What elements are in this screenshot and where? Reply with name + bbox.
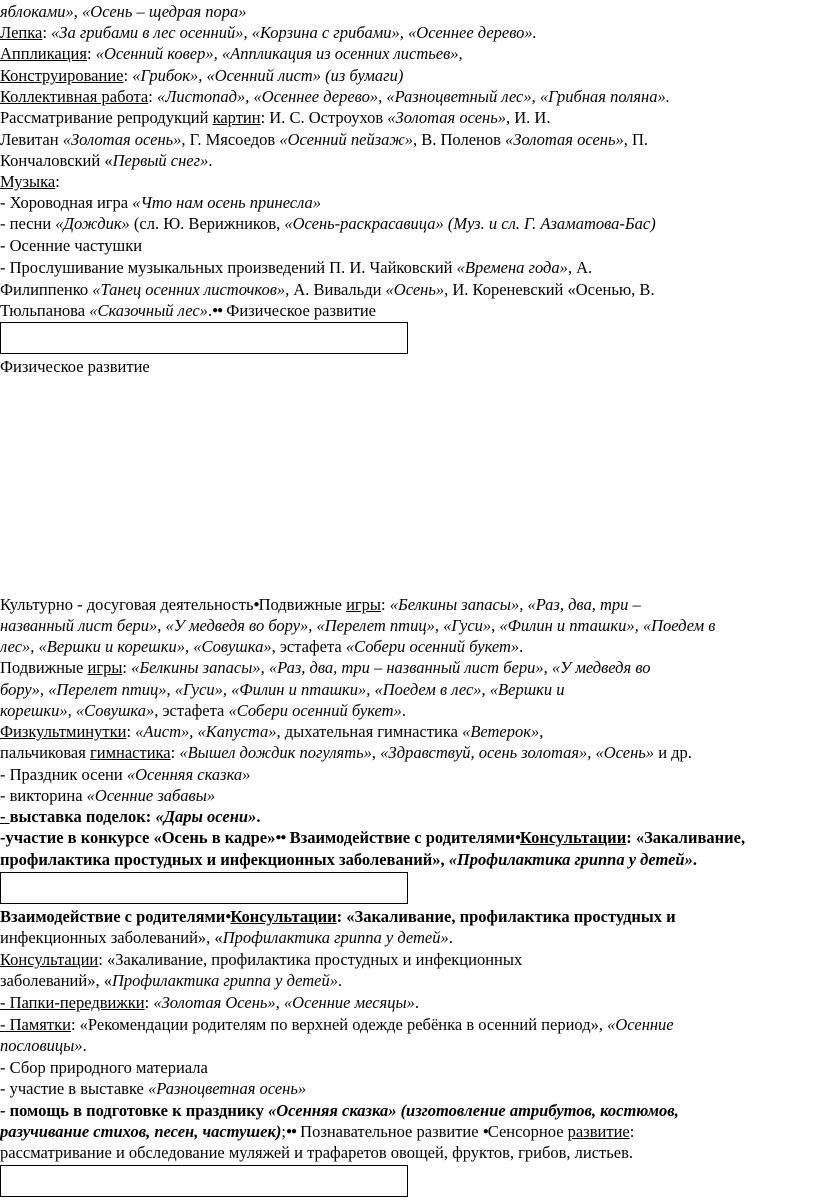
text: «Профилактика гриппа у детей» <box>448 850 693 869</box>
text: «Белкины запасы», «Раз, два, три – <box>389 595 641 614</box>
text: «Танец осенних листочков» <box>92 280 286 299</box>
text-line <box>0 280 655 300</box>
text: - помощь в подготовке к празднику <box>0 1101 268 1120</box>
text-line <box>0 950 522 970</box>
text: «Золотая осень» <box>505 130 624 149</box>
text: «Золотая осень» <box>387 108 506 127</box>
text: заболеваний», « <box>0 971 112 990</box>
text: . <box>256 807 261 826</box>
text: - Сбор природного материала <box>0 1058 208 1077</box>
bullet-icon: ● <box>514 832 520 843</box>
text: : <box>144 993 154 1012</box>
text: Подвижные <box>258 595 347 614</box>
text-line <box>0 701 406 721</box>
text: игры <box>346 595 381 614</box>
text: «Белкины запасы», «Раз, два, три – названный лист бери», «У медведя во <box>131 658 651 677</box>
text-line <box>0 722 543 742</box>
text: , эстафета <box>154 701 229 720</box>
empty-frame <box>0 872 408 904</box>
text: - викторина <box>0 786 87 805</box>
section-label: Лепка <box>0 23 43 42</box>
text: «Осенняя сказка» <box>126 765 251 784</box>
text: бору», «Перелет птиц», «Гуси», «Филин и пташки», «Поедем в лес», «Вершки и <box>0 680 565 699</box>
text-line <box>0 850 697 870</box>
text-line <box>0 1036 87 1056</box>
text: : «Закаливание, профилактика простудных и <box>336 907 676 926</box>
text: : «Закаливание, профилактика простудных и инфекционных <box>98 950 523 969</box>
text-line <box>0 595 641 615</box>
empty-frame <box>0 1165 408 1197</box>
text-line <box>0 907 676 927</box>
text-line <box>0 637 523 657</box>
text-line <box>0 87 670 107</box>
text: Профилактика гриппа у детей» <box>111 971 338 990</box>
text: - Памятки <box>0 1015 71 1034</box>
text-line <box>0 680 565 700</box>
text: , <box>539 722 544 741</box>
text: - Папки-передвижки <box>0 993 145 1012</box>
text: : <box>86 44 96 63</box>
text: Левитан <box>0 130 63 149</box>
text: Физкультминутки <box>0 722 127 741</box>
text: , А. Вивальди <box>285 280 386 299</box>
text: : И. С. Остроухов <box>260 108 388 127</box>
text: Консультации <box>230 907 337 926</box>
text: : «Рекомендации родителям по верхней одежде ребёнка в осенний период», <box>70 1015 608 1034</box>
text: , В. Поленов <box>413 130 506 149</box>
text: Тюльпанова <box>0 301 90 320</box>
section-label: Музыка <box>0 172 56 191</box>
text: «Грибок», «Осенний лист» (из бумаги) <box>132 66 404 85</box>
text: «Осенние забавы» <box>86 786 216 805</box>
text-line <box>0 1079 306 1099</box>
text: . <box>82 1036 87 1055</box>
text: «Собери осенний букет» <box>228 701 402 720</box>
text: . <box>448 928 453 947</box>
text: : <box>55 172 60 191</box>
text: инфекционных заболеваний», « <box>0 928 223 947</box>
text: : «Закаливание, <box>626 828 746 847</box>
text: - Праздник осени <box>0 765 127 784</box>
text-line <box>0 971 342 991</box>
text: - <box>0 807 10 826</box>
text-line <box>0 807 260 827</box>
text: «Осень-раскрасавица» (Муз. и сл. Г. Азаматова-Бас) <box>284 214 656 233</box>
text-line <box>0 108 550 128</box>
text: : <box>629 1122 635 1141</box>
text: «За грибами в лес осенний», «Корзина с грибами», «Осеннее дерево». <box>51 23 537 42</box>
empty-frame <box>0 322 408 354</box>
text-line <box>0 658 651 678</box>
text: «Осень» <box>385 280 445 299</box>
text: : <box>148 87 157 106</box>
text-line <box>0 151 212 171</box>
text: - участие в выставке <box>0 1079 149 1098</box>
text: Сенсорное <box>487 1122 568 1141</box>
text: - Осенние частушки <box>0 236 143 255</box>
text: «Времена года» <box>456 258 568 277</box>
text-line <box>0 258 592 278</box>
text: Подвижные <box>0 658 88 677</box>
text: выставка поделок: <box>9 807 156 826</box>
text-line <box>0 616 715 636</box>
text: «Дождик» <box>55 214 130 233</box>
text: - Хороводная игра <box>0 193 133 212</box>
bullet-icon: ● <box>482 1126 488 1137</box>
text: : <box>126 722 136 741</box>
text: Культурно - досуговая деятельность <box>0 595 254 614</box>
text-line <box>0 1015 674 1035</box>
text: : <box>122 658 132 677</box>
text: яблоками», «Осень – щедрая пора» <box>0 2 247 21</box>
text: Физическое развитие <box>222 301 377 320</box>
text: . <box>414 993 420 1012</box>
text: «Осенний пейзаж» <box>279 130 414 149</box>
text: «Дары осени» <box>155 807 257 826</box>
text-line <box>0 786 215 806</box>
text: пословицы» <box>0 1036 83 1055</box>
text: «Золотая Осень» <box>153 993 276 1012</box>
section-heading: Физическое развитие <box>0 357 150 376</box>
text-line <box>0 2 247 22</box>
text-line <box>0 301 376 321</box>
text: Рассматривание репродукций <box>0 108 213 127</box>
text-line <box>0 1143 633 1163</box>
text: - Прослушивание музыкальных произведений П. И. Чайковский <box>0 258 457 277</box>
text: «Золотая осень» <box>62 130 182 149</box>
text-line <box>0 765 250 785</box>
text: . <box>338 971 343 990</box>
text: картин <box>212 108 261 127</box>
bullet-icon: ●● <box>212 305 223 316</box>
text-line <box>0 743 692 763</box>
text: профилактика простудных и инфекционных заболеваний», <box>0 850 449 869</box>
text: , И. Кореневский «Осенью, В. <box>444 280 655 299</box>
text: . <box>208 151 213 170</box>
text: игры <box>87 658 123 677</box>
text-line <box>0 993 419 1013</box>
text-line <box>0 66 403 86</box>
text: «Осенний ковер», «Аппликация из осенних листьев», <box>95 44 463 63</box>
text: -участие в конкурсе «Осень в кадре» <box>0 828 276 847</box>
text: развитие <box>567 1122 630 1141</box>
text-line <box>0 236 142 256</box>
text: Кончаловский « <box>0 151 113 170</box>
text: : <box>123 66 133 85</box>
text: , Г. Мясоедов <box>181 130 280 149</box>
text-line <box>0 1101 679 1121</box>
text: «Осенние <box>607 1015 674 1034</box>
text: «Что нам осень принесла» <box>132 193 322 212</box>
text: «Осенняя сказка» (изготовление атрибутов, костюмов, <box>267 1101 679 1120</box>
section-label: Аппликация <box>0 44 87 63</box>
text: , эстафета <box>271 637 346 656</box>
text-line <box>0 193 321 213</box>
text: Первый снег» <box>112 151 209 170</box>
bullet-icon: ●● <box>285 1126 297 1137</box>
text: , дыхательная гимнастика <box>276 722 463 741</box>
text: Взаимодействие с родителями <box>0 907 226 926</box>
text: Филиппенко <box>0 280 93 299</box>
text: «Сказочный лес» <box>89 301 208 320</box>
text: ; <box>281 1122 286 1141</box>
text-line <box>0 23 537 43</box>
text-line <box>0 1122 634 1142</box>
text: (сл. Ю. Верижников, <box>129 214 285 233</box>
text: гимнастика <box>89 743 171 762</box>
text: «Собери осенний букет» <box>345 637 520 656</box>
text: «Ветерок» <box>462 722 540 741</box>
bullet-icon: ● <box>253 599 259 610</box>
text: разучивание стихов, песен, частушек) <box>0 1122 282 1141</box>
text-line <box>0 828 745 848</box>
text: «Разноцветная осень» <box>148 1079 307 1098</box>
text: Консультации <box>519 828 627 847</box>
text: . <box>401 701 406 720</box>
bullet-icon: ●● <box>275 832 286 843</box>
text: лес», «Вершки и корешки», «Совушка» <box>0 637 272 656</box>
text: названный лист бери», «У медведя во бору», «Перелет птиц», «Гуси», «Филин и пташки», «Поедем в <box>0 616 716 635</box>
section-label: Конструирование <box>0 66 124 85</box>
text: , А. <box>567 258 593 277</box>
section-label: Коллективная работа <box>0 87 149 106</box>
text: Познавательное развитие <box>296 1122 483 1141</box>
text: : <box>42 23 52 42</box>
text: «Аист», «Капуста» <box>135 722 277 741</box>
text: пальчиковая <box>0 743 90 762</box>
text: , <box>275 993 284 1012</box>
text: «Вышел дождик погулять», «Здравствуй, осень золотая», «Осень» <box>179 743 655 762</box>
text: - песни <box>0 214 56 233</box>
text: . <box>692 850 697 869</box>
text: Профилактика гриппа у детей» <box>222 928 449 947</box>
text-line <box>0 357 150 377</box>
text: рассматривание и обследование муляжей и трафаретов овощей, фруктов, грибов, листьев. <box>0 1143 634 1162</box>
text-line <box>0 172 60 192</box>
text: , П. <box>623 130 649 149</box>
text: . <box>207 301 213 320</box>
text: и др. <box>654 743 692 762</box>
text-line <box>0 130 648 150</box>
text: «Листопад», «Осеннее дерево», «Разноцветный лес», «Грибная поляна». <box>156 87 670 106</box>
text: «Осенние месяцы» <box>283 993 415 1012</box>
text-line <box>0 928 453 948</box>
text: . <box>519 637 524 656</box>
text: Взаимодействие с родителями <box>285 828 515 847</box>
text: Консультации <box>0 950 99 969</box>
text: : <box>170 743 180 762</box>
text: : <box>381 595 390 614</box>
text-line <box>0 44 463 64</box>
text: корешки», «Совушка» <box>0 701 155 720</box>
bullet-icon: ● <box>225 911 231 922</box>
text-line <box>0 214 656 234</box>
text-line <box>0 1058 208 1078</box>
text: , И. И. <box>505 108 551 127</box>
